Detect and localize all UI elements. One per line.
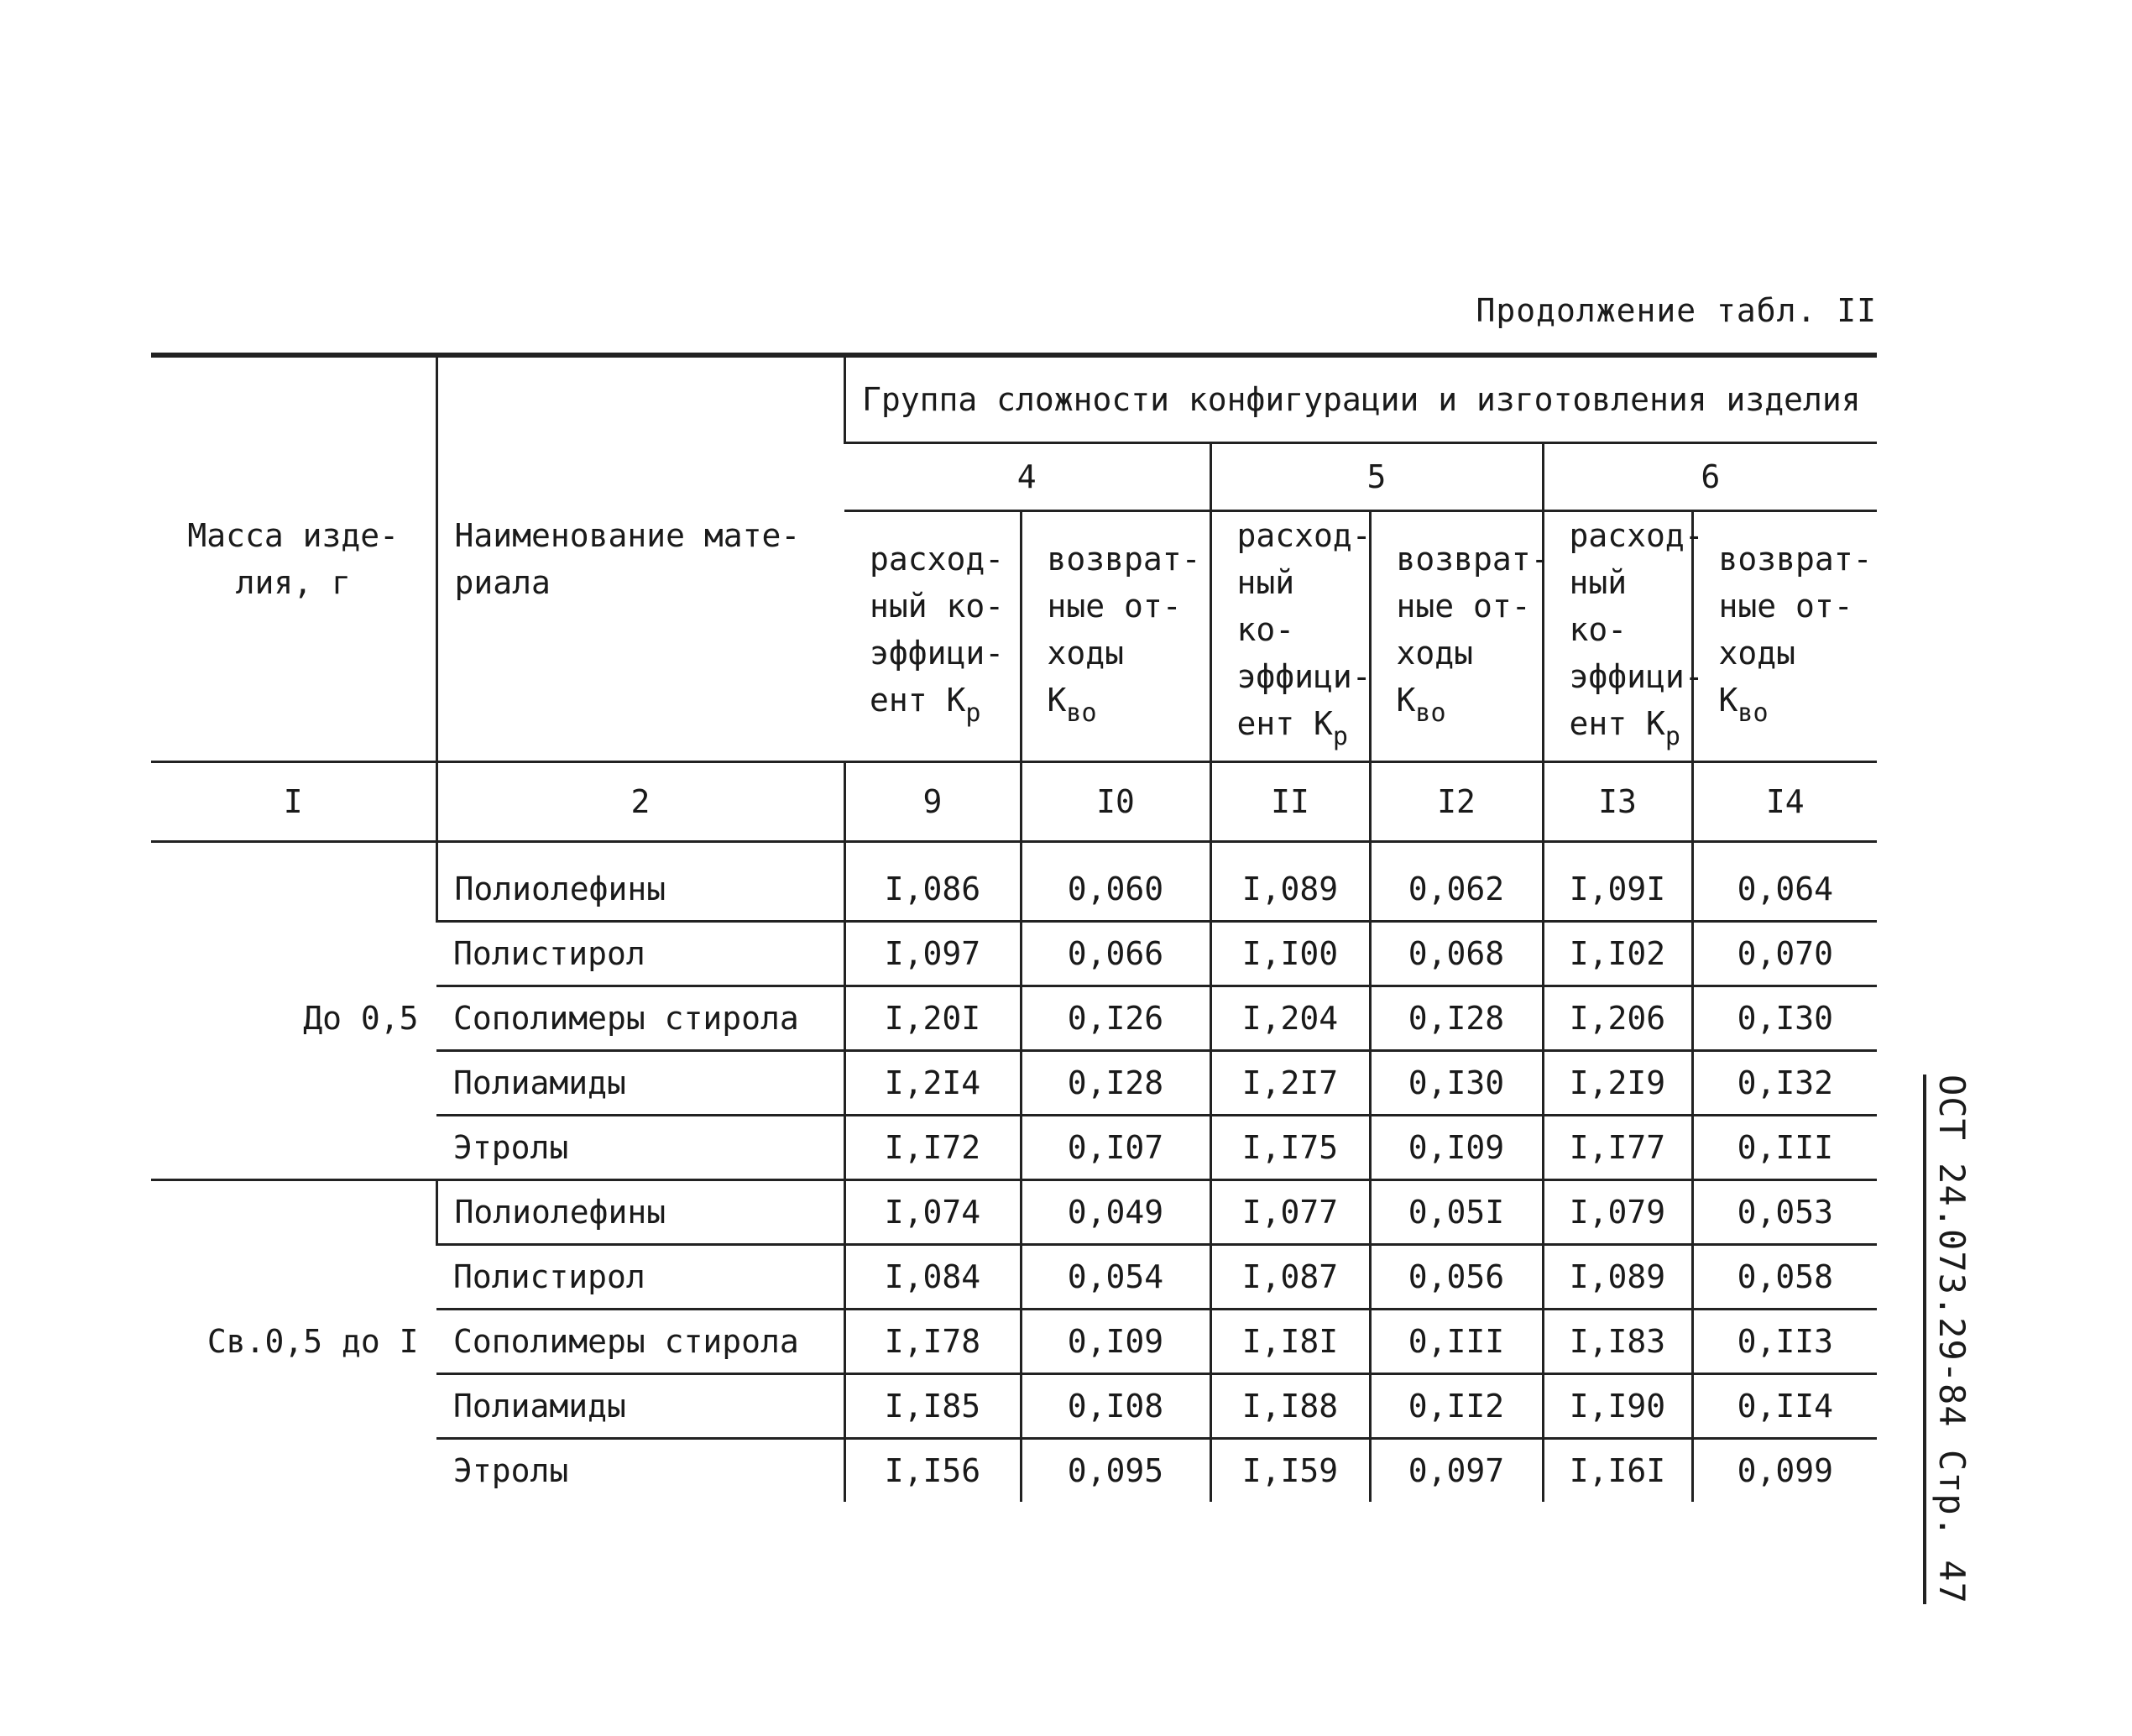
- header-mass: Масса изде- лия, г: [151, 355, 436, 762]
- material-cell: Полиолефины: [436, 858, 844, 922]
- header-group-6: 6: [1543, 443, 1877, 511]
- header-sub-text: расход- ный ко- эффици- ент К: [1569, 517, 1704, 742]
- material-cell: Полиамиды: [436, 1051, 844, 1116]
- value-cell: 0,I30: [1692, 986, 1877, 1051]
- value-cell: 0,053: [1692, 1180, 1877, 1245]
- value-cell: 0,060: [1021, 858, 1210, 922]
- header-sub-subscript: р: [1332, 722, 1348, 751]
- value-cell: I,086: [844, 858, 1021, 922]
- value-cell: I,I72: [844, 1116, 1021, 1180]
- value-cell: 0,II3: [1692, 1310, 1877, 1374]
- column-number: II: [1210, 762, 1370, 842]
- material-cell: Сополимеры стирола: [436, 1310, 844, 1374]
- value-cell: I,204: [1210, 986, 1370, 1051]
- value-cell: I,2I4: [844, 1051, 1021, 1116]
- value-cell: I,074: [844, 1180, 1021, 1245]
- value-cell: 0,I26: [1021, 986, 1210, 1051]
- value-cell: 0,099: [1692, 1439, 1877, 1503]
- value-cell: I,206: [1543, 986, 1692, 1051]
- value-cell: 0,I32: [1692, 1051, 1877, 1116]
- value-cell: 0,I08: [1021, 1374, 1210, 1439]
- value-cell: 0,097: [1370, 1439, 1543, 1503]
- value-cell: I,I88: [1210, 1374, 1370, 1439]
- header-sub-subscript: во: [1415, 698, 1446, 728]
- column-number: I0: [1021, 762, 1210, 842]
- value-cell: 0,049: [1021, 1180, 1210, 1245]
- value-cell: 0,I07: [1021, 1116, 1210, 1180]
- header-sub-text: возврат- ные от- ходы К: [1047, 541, 1201, 719]
- spacer-cell: [1692, 842, 1877, 859]
- value-cell: I,I59: [1210, 1439, 1370, 1503]
- data-table: [151, 353, 1877, 1502]
- value-cell: I,I8I: [1210, 1310, 1370, 1374]
- value-cell: I,I75: [1210, 1116, 1370, 1180]
- value-cell: 0,I09: [1370, 1116, 1543, 1180]
- value-cell: 0,068: [1370, 922, 1543, 986]
- spacer-cell: [1021, 842, 1210, 859]
- mass-cell: Св.0,5 до I: [206, 1323, 419, 1360]
- value-cell: 0,05I: [1370, 1180, 1543, 1245]
- value-cell: I,20I: [844, 986, 1021, 1051]
- header-complexity-group: Группа сложности конфигурации и изготовления изделия: [844, 355, 1877, 443]
- material-cell: Этролы: [453, 1452, 569, 1489]
- header-sub-1: [1021, 511, 1210, 762]
- mass-cell: До 0,5: [151, 858, 436, 1180]
- column-number: I: [151, 762, 436, 842]
- header-sub-2: [1210, 511, 1370, 762]
- value-cell: 0,III: [1692, 1116, 1877, 1180]
- spacer-cell: [151, 842, 436, 859]
- value-cell: 0,066: [1021, 922, 1210, 986]
- value-cell: 0,I09: [1021, 1310, 1210, 1374]
- table-row: [151, 1180, 1877, 1245]
- value-cell: I,097: [844, 922, 1021, 986]
- value-cell: 0,062: [1370, 858, 1543, 922]
- spacer-cell: [1370, 842, 1543, 859]
- material-cell: Этролы: [436, 1116, 844, 1180]
- value-cell: I,084: [844, 1245, 1021, 1310]
- header-sub-text: возврат- ные от- ходы К: [1718, 541, 1873, 719]
- value-cell: I,087: [1210, 1245, 1370, 1310]
- value-cell: I,09I: [1543, 858, 1692, 922]
- material-cell: Полиамиды: [436, 1374, 844, 1439]
- header-sub-text: расход- ный ко- эффици- ент К: [870, 541, 1005, 719]
- value-cell: I,I78: [844, 1310, 1021, 1374]
- column-number: 2: [436, 762, 844, 842]
- value-cell: I,I90: [1543, 1374, 1692, 1439]
- side-stamp: ОСТ 24.073.29-84 Стр. 47: [1923, 1075, 1973, 1604]
- header-sub-subscript: р: [965, 698, 981, 728]
- column-number: I3: [1543, 762, 1692, 842]
- value-cell: 0,III: [1370, 1310, 1543, 1374]
- value-cell: 0,II2: [1370, 1374, 1543, 1439]
- spacer-cell: [436, 842, 844, 859]
- value-cell: 0,II4: [1692, 1374, 1877, 1439]
- spacer-cell: [844, 842, 1021, 859]
- value-cell: 0,I30: [1370, 1051, 1543, 1116]
- header-sub-text: расход- ный ко- эффици- ент К: [1236, 517, 1372, 742]
- value-cell: 0,070: [1692, 922, 1877, 986]
- value-cell: I,089: [1210, 858, 1370, 922]
- value-cell: I,079: [1543, 1180, 1692, 1245]
- value-cell: I,2I9: [1543, 1051, 1692, 1116]
- value-cell: I,I85: [844, 1374, 1021, 1439]
- table-caption: Продолжение табл. II: [1476, 292, 1877, 329]
- column-number: I2: [1370, 762, 1543, 842]
- value-cell: 0,064: [1692, 858, 1877, 922]
- material-cell: Сополимеры стирола: [436, 986, 844, 1051]
- data-table-wrapper: [151, 353, 1877, 1502]
- value-cell: I,I6I: [1543, 1439, 1692, 1503]
- header-sub-subscript: во: [1066, 698, 1097, 728]
- spacer-cell: [1210, 842, 1370, 859]
- value-cell: I,2I7: [1210, 1051, 1370, 1116]
- value-cell: I,I02: [1543, 922, 1692, 986]
- value-cell: 0,054: [1021, 1245, 1210, 1310]
- value-cell: 0,I28: [1021, 1051, 1210, 1116]
- table-row: [151, 858, 1877, 922]
- value-cell: I,I00: [1210, 922, 1370, 986]
- value-cell: I,I77: [1543, 1116, 1692, 1180]
- header-sub-text: возврат- ные от- ходы К: [1396, 541, 1550, 719]
- value-cell: 0,056: [1370, 1245, 1543, 1310]
- column-number: 9: [844, 762, 1021, 842]
- value-cell: 0,058: [1692, 1245, 1877, 1310]
- header-sub-4: [1543, 511, 1704, 762]
- column-number: I4: [1692, 762, 1877, 842]
- value-cell: I,077: [1210, 1180, 1370, 1245]
- header-group-4: 4: [844, 443, 1210, 511]
- header-group-5: 5: [1210, 443, 1543, 511]
- value-cell: 0,095: [1021, 1439, 1210, 1503]
- header-sub-5: [1692, 511, 1877, 762]
- header-sub-subscript: р: [1664, 722, 1680, 751]
- material-cell: Полистирол: [436, 1245, 844, 1310]
- value-cell: 0,I28: [1370, 986, 1543, 1051]
- value-cell: I,I56: [844, 1439, 1021, 1503]
- material-cell: Полистирол: [436, 922, 844, 986]
- value-cell: I,089: [1543, 1245, 1692, 1310]
- header-sub-0: [844, 511, 1021, 762]
- spacer-cell: [1543, 842, 1692, 859]
- header-sub-subscript: во: [1737, 698, 1769, 728]
- value-cell: I,I83: [1543, 1310, 1692, 1374]
- header-material: Наименование мате- риала: [436, 355, 844, 762]
- header-sub-3: [1370, 511, 1550, 762]
- material-cell: Полиолефины: [436, 1180, 844, 1245]
